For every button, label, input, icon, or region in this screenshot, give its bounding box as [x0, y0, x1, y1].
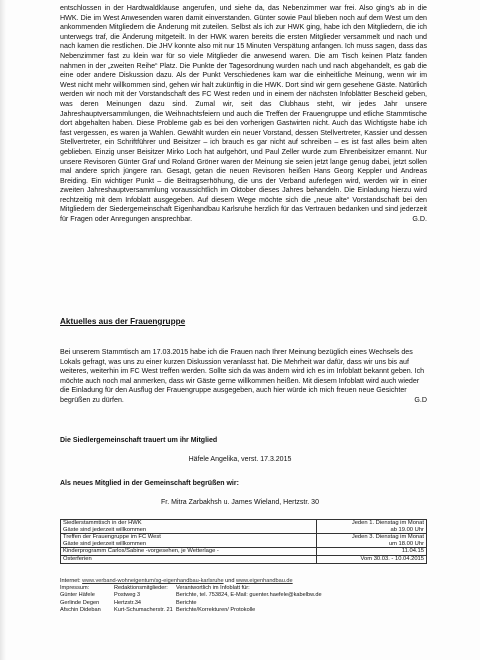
scan-edge — [0, 0, 6, 660]
impressum-cell: Afschin Dideban — [60, 606, 101, 613]
mourning-name: Häfele Angelika, verst. 17.3.2015 — [188, 456, 292, 463]
frauengruppe-heading: Aktuelles aus der Frauengruppe — [60, 317, 186, 326]
internet-line — [60, 578, 427, 585]
impressum-row — [60, 585, 427, 592]
schedule-row — [61, 534, 427, 548]
new-members-names: Fr. Mitra Zarbakhsh u. James Wieland, Hertzstr. 30 — [161, 499, 319, 506]
schedule-time: 11.04.15 — [317, 548, 427, 556]
impressum-cell: Hertzstr.34 — [114, 599, 142, 606]
impressum-rows — [60, 585, 427, 614]
impressum-cell: Berichte/Korrekturen/ Protokolle — [176, 606, 256, 613]
frauengruppe-article — [60, 348, 427, 406]
internet-and: und — [225, 578, 235, 584]
internet-link-verband[interactable]: www.verband-wohneigentum/sg-eigenhandbau-karlsruhe — [82, 578, 224, 584]
main-article — [60, 4, 427, 225]
impressum-cell: Berichte, tel. 753824, E-Mail: guenter.haefele@kabelbw.de — [176, 592, 322, 599]
internet-link-eigenhandbau[interactable]: www.eigenhandbau.de — [236, 578, 293, 584]
impressum-row — [60, 600, 427, 607]
schedule-row — [61, 520, 427, 534]
main-article-text: entschlossen in der Hardtwaldklause angerufen, und siehe da, das Nebenzimmer war frei. Also ging's ab in die HWK. Die im West Anwesenden waren damit einverstanden. Günter sowie Paul blieben noch auf dem West um den ankommenden Mitgliedern die Änderung mit zuteilen. Selbst als ich zur HWK ging, habe ich den Mitgliedern, die ich unterwegs traf, die Änderung mitgeteilt. In der HWK waren bereits die ersten Mitglieder versammelt und nach und nach kamen die restlichen. Die JHV konnte also mit nur 15 Minuten Verspätung anfangen. Ich muss sagen, dass das Nebenzimmer fast zu klein war für so viele Mitglieder die anwesend waren. Die am Tisch keinen Platz fanden nahmen in der „zweiten Reihe“ Platz. Die Punkte der Tagesordnung wurden nach und nach abgehandelt, es gab die eine oder andere Diskussion dazu. Als der Punkt Verschiedenes kam war die einheitliche Meinung, wenn wir im West nicht mehr willkommen sind, gehen wir halt zukünftig in die HWK. Dort sind wir gern gesehene Gäste. Natürlich werden wir noch mit der Vorstandschaft des FC West reden und in einem der nächsten Infoblätter Bescheid geben, was deren Meinungen dazu sind. Zumal wir, seit das Clubhaus steht, wir jedes Jahr unsere Jahreshauptversammlungen, die Weihnachtsfeiern und auch die Treffen der Frauengruppe und etliche Stammtische dort abgehalten haben. Diese Probleme gab es bei den vorherigen Gastwirten nicht. Auch das Wichtigste habe ich fast vergessen, es waren ja Wahlen. Gewählt wurden ein neuer Vorstand, dessen Stellvertreter, Kassier und dessen Stellvertreter, ein Schriftführer und Beisitzer – ich brauch es gar nicht auf schreiben – es ist fast alles beim alten geblieben. Einzig unser Beisitzer Mirko Loch hat aufgehört, und Paul Zeller wurde zum Ehrenbeisitzer ernannt. Nur unsere Revisoren Günter Graf und Roland Gröner waren der Meinung sie seien jetzt lange genug dabei, jetzt sollen mal andere sprich jüngere ran. Gesagt, getan die neuen Revisoren heißen Hans Georg Keppler und Andreas Breiding. Ein wichtiger Punkt – die Beitragserhöhung, die uns der Verband auferlegen wird, werden wir in einer zweiten Jahreshauptversammlung voraussichtlich im Oktober dieses Jahres behandeln. Die Einladung hierzu wird rechtzeitig mit dem Infoblatt ausgegeben. Auf diesem Wege möchte sich die „neue alte“ Vorstandschaft bei den Mitgliedern der Siedergemeinschaft Eigenhandbau Karlsruhe herzlich für das Vertrauen bedanken und sind jederzeit für Fragen oder Anregungen ansprechbar. — [60, 4, 427, 224]
schedule-table — [60, 519, 427, 564]
impressum-cell: Gerlinde Degen — [60, 599, 100, 606]
main-article-signature: G.D. — [412, 215, 427, 224]
schedule-time: Jeden 3. Dienstag im Monat um 18.00 Uhr — [317, 534, 427, 548]
impressum-row — [60, 592, 427, 599]
impressum-cell: Postweg 3 — [114, 592, 141, 599]
internet-label: Internet: — [60, 578, 81, 584]
impressum-cell: Verantwortlich im Infoblatt für: — [176, 585, 250, 592]
schedule-event: Kinderprogramm Carlos/Sabine -vorgesehen, je Wetterlage - — [61, 548, 317, 556]
mourning-heading: Die Siedlergemeinschaft trauert um ihr Mitglied — [60, 437, 218, 444]
impressum-cell: Günter Häfele — [60, 592, 95, 599]
schedule-time: Jeden 1. Dienstag im Monat ab 19.00 Uhr — [317, 520, 427, 534]
schedule-event: Osterferien — [61, 555, 317, 563]
schedule-time: Vom 30.03. - 10.04.2015 — [317, 555, 427, 563]
frauengruppe-signature: G.D — [414, 395, 427, 404]
schedule-event: Treffen der Frauengruppe im FC West Gäste sind jederzeit willkommen — [61, 534, 317, 548]
schedule-event: Siedlerstammtisch in der HWK Gäste sind jederzeit willkommen — [61, 520, 317, 534]
schedule-row — [61, 555, 427, 563]
frauengruppe-text: Bei unserem Stammtisch am 17.03.2015 habe ich die Frauen nach Ihrer Meinung bezüglich eines Wechsels des Lokals gefragt, was uns zu einer kurzen Diskussion veranlasst hat. Die Mehrheit war dafür, dass wir uns bis auf weiteres, weiterhin im FC West treffen werden. Sollte sich da was ändern wird ich es im Infoblatt bekannt geben. Ich möchte auch noch mal anmerken, dass wir Gäste gerne willkommen heißen. Mit diesem Infoblatt wird auch wieder die Einladung für den Ausflug der Frauengruppe ausgegeben, auch hier würde ich mich freuen neue Gesichter begrüßen zu dürfen. — [60, 348, 425, 404]
impressum-cell: Redaktionsmitglieder: — [114, 585, 168, 592]
new-members-heading: Als neues Mitglied in der Gemeinschaft begrüßen wir: — [60, 480, 239, 487]
impressum-row — [60, 607, 427, 614]
impressum-cell: Kurt-Schumacherstr. 21 — [114, 606, 173, 613]
impressum-cell: Impressum: — [60, 585, 90, 592]
impressum — [60, 578, 427, 614]
impressum-cell: Berichte — [176, 599, 197, 606]
schedule-row — [61, 548, 427, 556]
